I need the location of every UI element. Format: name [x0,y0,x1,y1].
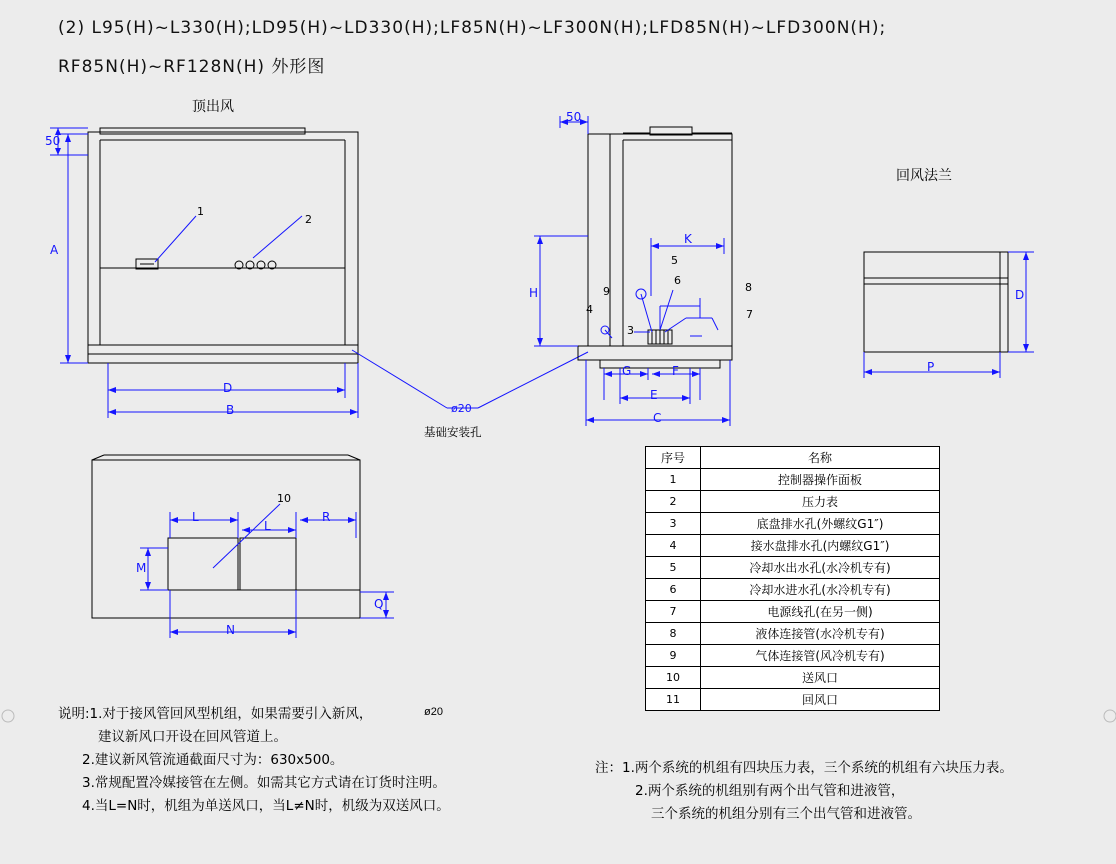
callout-front-1: 1 [197,205,204,218]
table-cell-index: 4 [646,535,701,557]
table-cell-name: 液体连接管(水冷机专有) [701,623,940,645]
dim-side-g: G [622,364,632,378]
note-line: 2.建议新风管流通截面尺寸为：630x500。 [82,752,344,768]
note-line: 三个系统的机组分别有三个出气管和进液管。 [651,806,921,822]
callout-side-4: 4 [586,303,593,316]
dim-foundation-hole-dia: ø20 [451,402,472,415]
callout-side-6: 6 [674,274,681,287]
dim-side-f: F [672,364,679,378]
dim-flange-d: D [1015,288,1025,302]
table-cell-index: 6 [646,579,701,601]
table-cell-index: 8 [646,623,701,645]
table-cell-name: 电源线孔(在另一侧) [701,601,940,623]
table-row [646,667,940,689]
dim-front-50: 50 [45,134,61,148]
callout-side-9: 9 [603,285,610,298]
dim-flange-p: P [927,360,935,374]
table-cell-name: 冷却水进水孔(水冷机专有) [701,579,940,601]
table-cell-name: 控制器操作面板 [701,469,940,491]
page-title-line-2: RF85N(H)~RF128N(H) 外形图 [58,57,326,77]
table-row [646,491,940,513]
table-cell-index: 2 [646,491,701,513]
table-cell-index: 5 [646,557,701,579]
table-row [646,645,940,667]
dim-bottom-n: N [226,623,235,637]
label-foundation-hole-dia: ø20 [424,706,443,718]
dim-front-a: A [50,243,59,257]
note-line: 注：1.两个系统的机组有四块压力表，三个系统的机组有六块压力表。 [595,760,1013,776]
label-foundation-hole: 基础安装孔 [424,425,482,439]
table-cell-name: 底盘排水孔(外螺纹G1″) [701,513,940,535]
callout-side-7: 7 [746,308,753,321]
dim-side-e: E [650,388,658,402]
dim-side-h: H [529,286,539,300]
callout-side-8: 8 [745,281,752,294]
table-header-index: 序号 [646,447,701,469]
table-cell-name: 送风口 [701,667,940,689]
table-cell-index: 7 [646,601,701,623]
table-row [646,535,940,557]
note-line: 2.两个系统的机组别有两个出气管和进液管， [635,783,905,799]
callout-front-2: 2 [305,213,312,226]
dim-bottom-l1: L [192,510,199,524]
note-line: 4.当L=N时，机组为单送风口，当L≠N时，机级为双送风口。 [82,798,450,814]
table-row [646,579,940,601]
table-row [646,689,940,711]
dim-bottom-r: R [322,510,331,524]
label-top-air-out: 顶出风 [192,99,234,115]
table-row [646,469,940,491]
table-cell-index: 3 [646,513,701,535]
dim-front-d: D [223,381,233,395]
table-row [646,557,940,579]
dim-side-c: C [653,411,662,425]
callout-side-5: 5 [671,254,678,267]
notes-left [58,703,450,818]
note-line: 3.常规配置冷媒接管在左侧。如需其它方式请在订货时注明。 [82,775,446,791]
dim-bottom-m: M [136,561,147,575]
callout-side-3: 3 [627,324,634,337]
callout-bottom-10: 10 [277,492,291,505]
note-line: 建议新风口开设在回风管道上。 [98,729,287,745]
table-header-row [646,447,940,469]
table-header-name: 名称 [701,447,940,469]
table-cell-name: 接水盘排水孔(内螺纹G1″) [701,535,940,557]
table-cell-name: 冷却水出水孔(水冷机专有) [701,557,940,579]
table-cell-name: 气体连接管(风冷机专有) [701,645,940,667]
notes-right [595,757,1013,826]
table-cell-index: 9 [646,645,701,667]
table-cell-index: 11 [646,689,701,711]
table-cell-name: 压力表 [701,491,940,513]
dim-bottom-l2: L [264,519,271,533]
table-cell-index: 1 [646,469,701,491]
dim-side-50: 50 [566,110,582,124]
label-return-air-flange: 回风法兰 [896,168,952,184]
table-row [646,601,940,623]
page-title-line-1: (2) L95(H)~L330(H);LD95(H)~LD330(H);LF85N(H)~LF300N(H);LFD85N(H)~LFD300N(H); [58,18,887,38]
table-cell-name: 回风口 [701,689,940,711]
dim-front-b: B [226,403,235,417]
table-cell-index: 10 [646,667,701,689]
note-line: 说明:1.对于接风管回风型机组，如果需要引入新风， [58,706,373,722]
dim-side-k: K [684,232,692,246]
parts-table [645,446,940,711]
table-row [646,513,940,535]
dim-bottom-q: Q [374,597,384,611]
table-row [646,623,940,645]
